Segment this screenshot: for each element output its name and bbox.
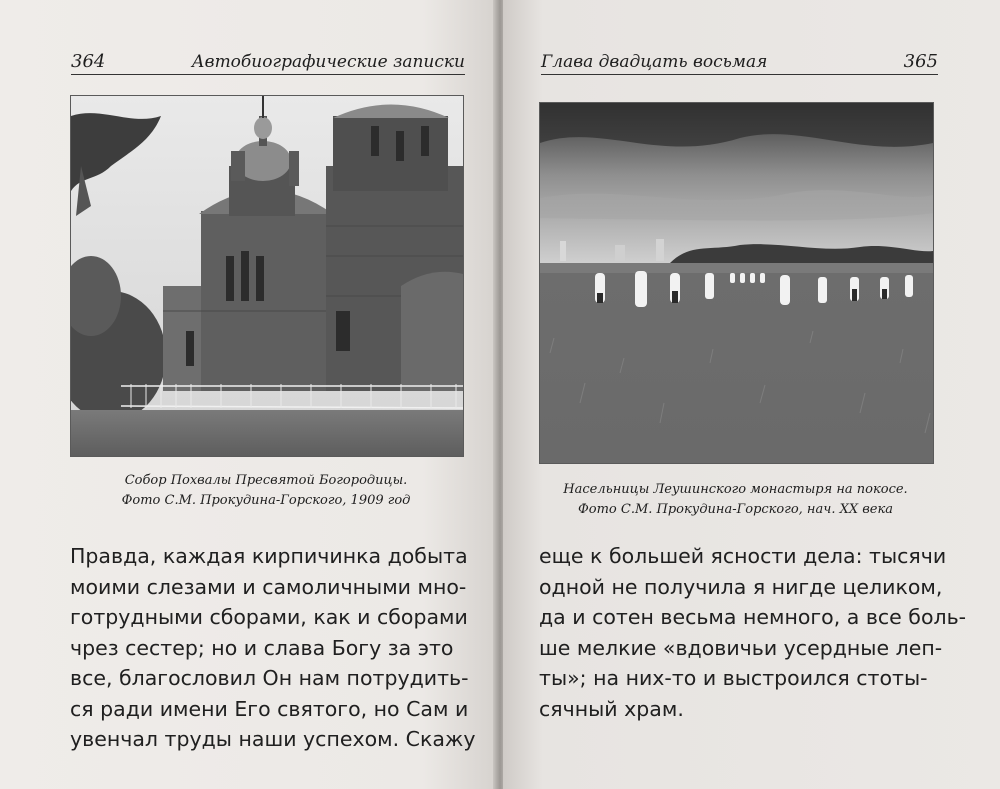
left-page-number: 364 <box>71 51 106 72</box>
haymaking-photo-caption <box>539 480 932 520</box>
right-page-number: 365 <box>903 51 938 72</box>
text-line: все, благословил Он нам потрудить- <box>70 666 469 690</box>
text-line: чрез сестер; но и слава Богу за это <box>70 635 454 660</box>
text-line: сячный храм. <box>539 696 684 721</box>
left-body-text <box>70 541 476 755</box>
text-line: одной не получила я нигде целиком, <box>539 574 943 599</box>
left-running-head-title: Автобиографические записки <box>191 52 465 72</box>
left-page <box>0 0 497 789</box>
text-line: увенчал труды наши успехом. Скажу <box>70 727 476 751</box>
text-line: да и сотен весьма немного, а все боль- <box>539 605 967 629</box>
text-line: готрудными сборами, как и сборами <box>70 605 468 629</box>
caption-line: Собор Похвалы Пресвятой Богородицы. <box>124 473 408 488</box>
right-page <box>503 0 1000 789</box>
caption-line: Фото С.М. Прокудина-Горского, 1909 год <box>121 493 411 508</box>
text-line: ше мелкие «вдовичьи усердные леп- <box>539 635 943 660</box>
text-line: ты»; на них-то и выстроился стоты- <box>539 666 928 690</box>
right-running-header <box>541 46 938 75</box>
right-body-text <box>539 541 967 724</box>
haymaking-photo-graphic <box>540 103 933 463</box>
caption-line: Насельницы Леушинского монастыря на покосе. <box>563 482 908 497</box>
cathedral-photo-graphic <box>71 96 463 456</box>
cathedral-photo-caption <box>70 471 462 511</box>
right-running-head-title: Глава двадцать восьмая <box>541 52 768 72</box>
text-line: моими слезами и самоличными мно- <box>70 574 467 599</box>
cathedral-photo <box>70 95 464 457</box>
left-running-header <box>71 46 465 75</box>
text-line: Правда, каждая кирпичинка добыта <box>70 544 468 568</box>
haymaking-photo <box>539 102 934 464</box>
caption-line: Фото С.М. Прокудина-Горского, нач. XX века <box>577 502 894 517</box>
text-line: еще к большей ясности дела: тысячи <box>539 544 947 568</box>
text-line: ся ради имени Его святого, но Сам и <box>70 696 469 721</box>
